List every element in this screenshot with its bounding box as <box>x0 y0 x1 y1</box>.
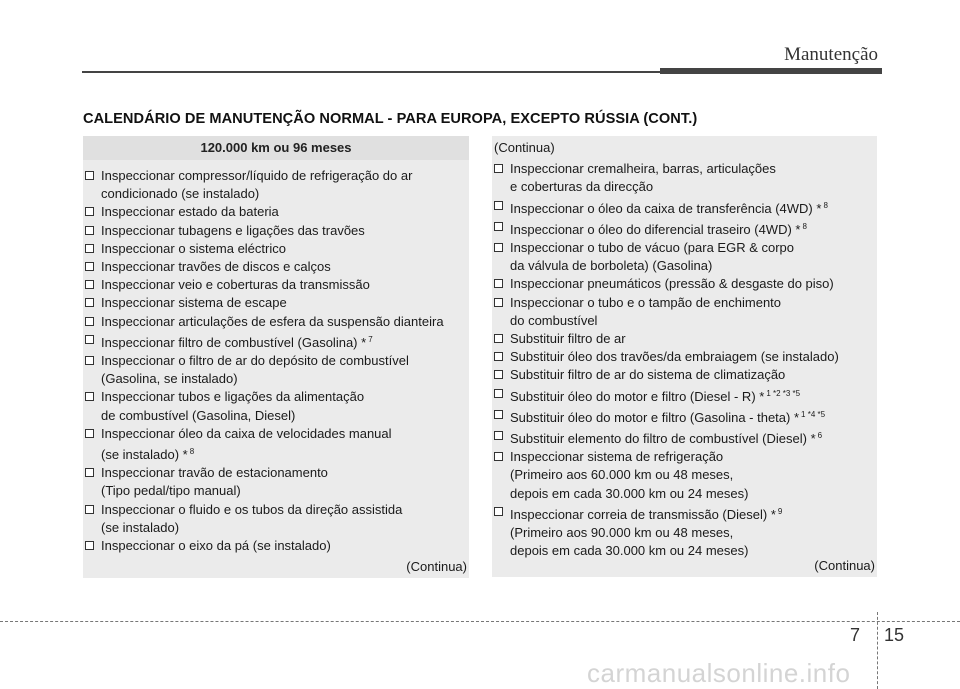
checkbox-square-icon <box>494 452 503 461</box>
checklist-item <box>492 385 877 406</box>
checklist-item-text: Inspeccionar o tubo e o tampão de enchimento <box>510 294 782 310</box>
checkbox-square-icon <box>85 226 94 235</box>
checkbox-square-icon <box>85 207 94 216</box>
checklist-item-text: Inspeccionar o óleo da caixa de transferência (4WD) * $^8$ <box>510 200 828 216</box>
maintenance-column-left <box>83 136 469 578</box>
checklist-item <box>83 313 469 331</box>
checkbox-square-icon <box>494 222 503 231</box>
checklist-item-text: Inspeccionar travões de discos e calços <box>101 259 331 275</box>
continued-note: (Continua) <box>814 558 875 573</box>
footnote-ref: 8 <box>802 221 807 231</box>
checklist-item <box>492 218 877 239</box>
checklist-item-text: Inspeccionar filtro de combustível (Gasolina) * $^7$ <box>101 334 373 350</box>
checkbox-square-icon <box>85 171 94 180</box>
checklist-item <box>83 203 469 221</box>
checklist-item-text: Inspeccionar correia de transmissão (Diesel) * $^9$ <box>510 506 783 522</box>
checklist-item-text: Inspeccionar articulações de esfera da suspensão dianteira <box>101 313 444 329</box>
checkbox-square-icon <box>494 164 503 173</box>
checklist-item-text: Inspeccionar o eixo da pá (se instalado) <box>101 538 331 554</box>
checklist-item-text: Inspeccionar o tubo de vácuo (para EGR & corpo <box>510 240 794 256</box>
checkbox-square-icon <box>85 392 94 401</box>
checklist-item-text: Inspeccionar sistema de refrigeração <box>510 449 724 465</box>
checklist-item <box>83 352 469 388</box>
checklist-item-text: Inspeccionar veio e coberturas da transmissão <box>101 277 370 293</box>
checklist-item <box>83 222 469 240</box>
checklist-item-text: (Primeiro aos 90.000 km ou 48 meses, <box>510 525 734 541</box>
footnote-ref: 9 <box>777 506 783 516</box>
checklist-item-text: Inspeccionar o óleo do diferencial traseiro (4WD) * $^8$ <box>510 221 807 237</box>
checklist-item <box>492 348 877 366</box>
checklist-item-text: Inspeccionar sistema de escape <box>101 295 287 311</box>
checklist-item-text: (Gasolina, se instalado) <box>101 371 238 387</box>
checkbox-square-icon <box>85 356 94 365</box>
footnote-ref: 7 <box>368 334 373 344</box>
checklist-item-text: Substituir filtro de ar do sistema de climatização <box>510 367 786 383</box>
checklist-item <box>492 160 877 196</box>
checklist-item-text: Inspeccionar travão de estacionamento <box>101 465 328 481</box>
checklist-item-text: Substituir óleo dos travões/da embraiagem (se instalado) <box>510 349 839 365</box>
checkbox-square-icon <box>85 317 94 326</box>
checklist-item <box>492 448 877 503</box>
checklist-item-text: depois em cada 30.000 km ou 24 meses) <box>510 543 749 559</box>
checklist-item-text: (Tipo pedal/tipo manual) <box>101 483 241 499</box>
checklist-item-text: (se instalado) <box>101 519 180 535</box>
checklist-item <box>492 427 877 448</box>
checklist-item-text: Inspeccionar pneumáticos (pressão & desgaste do piso) <box>510 276 834 292</box>
checklist-item-text: Inspeccionar o fluido e os tubos da direção assistida <box>101 501 403 517</box>
checkbox-square-icon <box>85 335 94 344</box>
checklist-item <box>492 406 877 427</box>
footnote-ref: 8 <box>189 447 195 457</box>
checklist-item <box>492 503 877 524</box>
maintenance-list-right <box>492 160 877 560</box>
checklist-item <box>83 537 469 555</box>
header-rule-accent <box>660 68 882 74</box>
checklist-item <box>492 197 877 218</box>
footnote-ref: 1 *4 *5 <box>801 409 826 419</box>
checklist-item-text: da válvula de borboleta) (Gasolina) <box>510 258 713 274</box>
footer-rule <box>0 621 960 622</box>
maintenance-column-right <box>492 136 877 577</box>
checklist-item-text: Substituir filtro de ar <box>510 331 626 347</box>
checklist-item-text: Inspeccionar cremalheira, barras, articulações <box>510 161 776 177</box>
checklist-item-text: depois em cada 30.000 km ou 24 meses) <box>510 485 749 501</box>
checkbox-square-icon <box>494 507 503 516</box>
checklist-item-text: do combustível <box>510 312 598 328</box>
checkbox-square-icon <box>494 201 503 210</box>
checklist-item-text: Inspeccionar estado da bateria <box>101 204 279 220</box>
checklist-item-text: Substituir elemento do filtro de combustível (Diesel) * $^6$ <box>510 431 823 447</box>
checklist-item-text: Substituir óleo do motor e filtro (Diesel - R) * $^{1 *2 *3 *5}$ <box>510 388 801 404</box>
checklist-item-text: (se instalado) * $^8$ <box>101 447 195 463</box>
checklist-item <box>83 276 469 294</box>
checkbox-square-icon <box>85 505 94 514</box>
checklist-item-text: (Primeiro aos 60.000 km ou 48 meses, <box>510 467 734 483</box>
checklist-item-text: Inspeccionar compressor/líquido de refrigeração do ar <box>101 168 413 183</box>
checklist-item <box>492 524 877 560</box>
checkbox-square-icon <box>85 244 94 253</box>
maintenance-list-left <box>83 160 469 555</box>
checkbox-square-icon <box>85 429 94 438</box>
checklist-item-text: Inspeccionar tubagens e ligações das travões <box>101 222 365 238</box>
footnote-ref: 1 *2 *3 *5 <box>766 388 801 398</box>
checklist-item-text: condicionado (se instalado) <box>101 186 260 202</box>
checkbox-square-icon <box>494 243 503 252</box>
checkbox-square-icon <box>494 298 503 307</box>
checklist-item <box>492 330 877 348</box>
checklist-item <box>83 388 469 424</box>
checkbox-square-icon <box>85 262 94 271</box>
footer-divider <box>877 612 878 689</box>
checklist-item-text: de combustível (Gasolina, Diesel) <box>101 407 296 423</box>
checkbox-square-icon <box>494 410 503 419</box>
checklist-item <box>492 239 877 275</box>
checklist-item <box>83 331 469 352</box>
page-number: 15 <box>884 625 905 645</box>
checklist-item <box>83 501 469 537</box>
checklist-item <box>492 366 877 384</box>
checkbox-square-icon <box>494 334 503 343</box>
checkbox-square-icon <box>494 370 503 379</box>
checklist-item-text: Substituir óleo do motor e filtro (Gasolina - theta) * $^{1 *4 *5}$ <box>510 409 826 425</box>
checklist-item <box>83 294 469 312</box>
checkbox-square-icon <box>85 468 94 477</box>
checklist-item <box>83 258 469 276</box>
page-title: CALENDÁRIO DE MANUTENÇÃO NORMAL - PARA EUROPA, EXCEPTO RÚSSIA (CONT.) <box>83 111 698 127</box>
checkbox-square-icon <box>494 431 503 440</box>
checklist-item-text: Inspeccionar tubos e ligações da alimentação <box>101 389 365 405</box>
checkbox-square-icon <box>85 541 94 550</box>
column-header: 120.000 km ou 96 meses <box>83 136 469 160</box>
checklist-item <box>83 167 469 203</box>
checklist-item-text: e coberturas da direcção <box>510 179 654 195</box>
checkbox-square-icon <box>85 280 94 289</box>
section-title: Manutenção <box>784 44 878 65</box>
checklist-item <box>492 275 877 293</box>
checkbox-square-icon <box>494 389 503 398</box>
continued-label: (Continua) <box>494 140 555 155</box>
checklist-item <box>83 240 469 258</box>
checkbox-square-icon <box>494 279 503 288</box>
footnote-ref: 8 <box>823 200 828 210</box>
checklist-item <box>83 425 469 464</box>
checkbox-square-icon <box>494 352 503 361</box>
watermark: carmanualsonline.info <box>587 658 851 688</box>
checklist-item-text: Inspeccionar o sistema eléctrico <box>101 240 286 256</box>
chapter-number: 7 <box>850 625 861 645</box>
checklist-item <box>492 294 877 330</box>
checklist-item-text: Inspeccionar o filtro de ar do depósito de combustível <box>101 353 409 369</box>
checklist-item-text: Inspeccionar óleo da caixa de velocidades manual <box>101 425 392 441</box>
footnote-ref: 6 <box>817 431 823 441</box>
checkbox-square-icon <box>85 298 94 307</box>
continued-note: (Continua) <box>406 559 467 574</box>
checklist-item <box>83 464 469 500</box>
